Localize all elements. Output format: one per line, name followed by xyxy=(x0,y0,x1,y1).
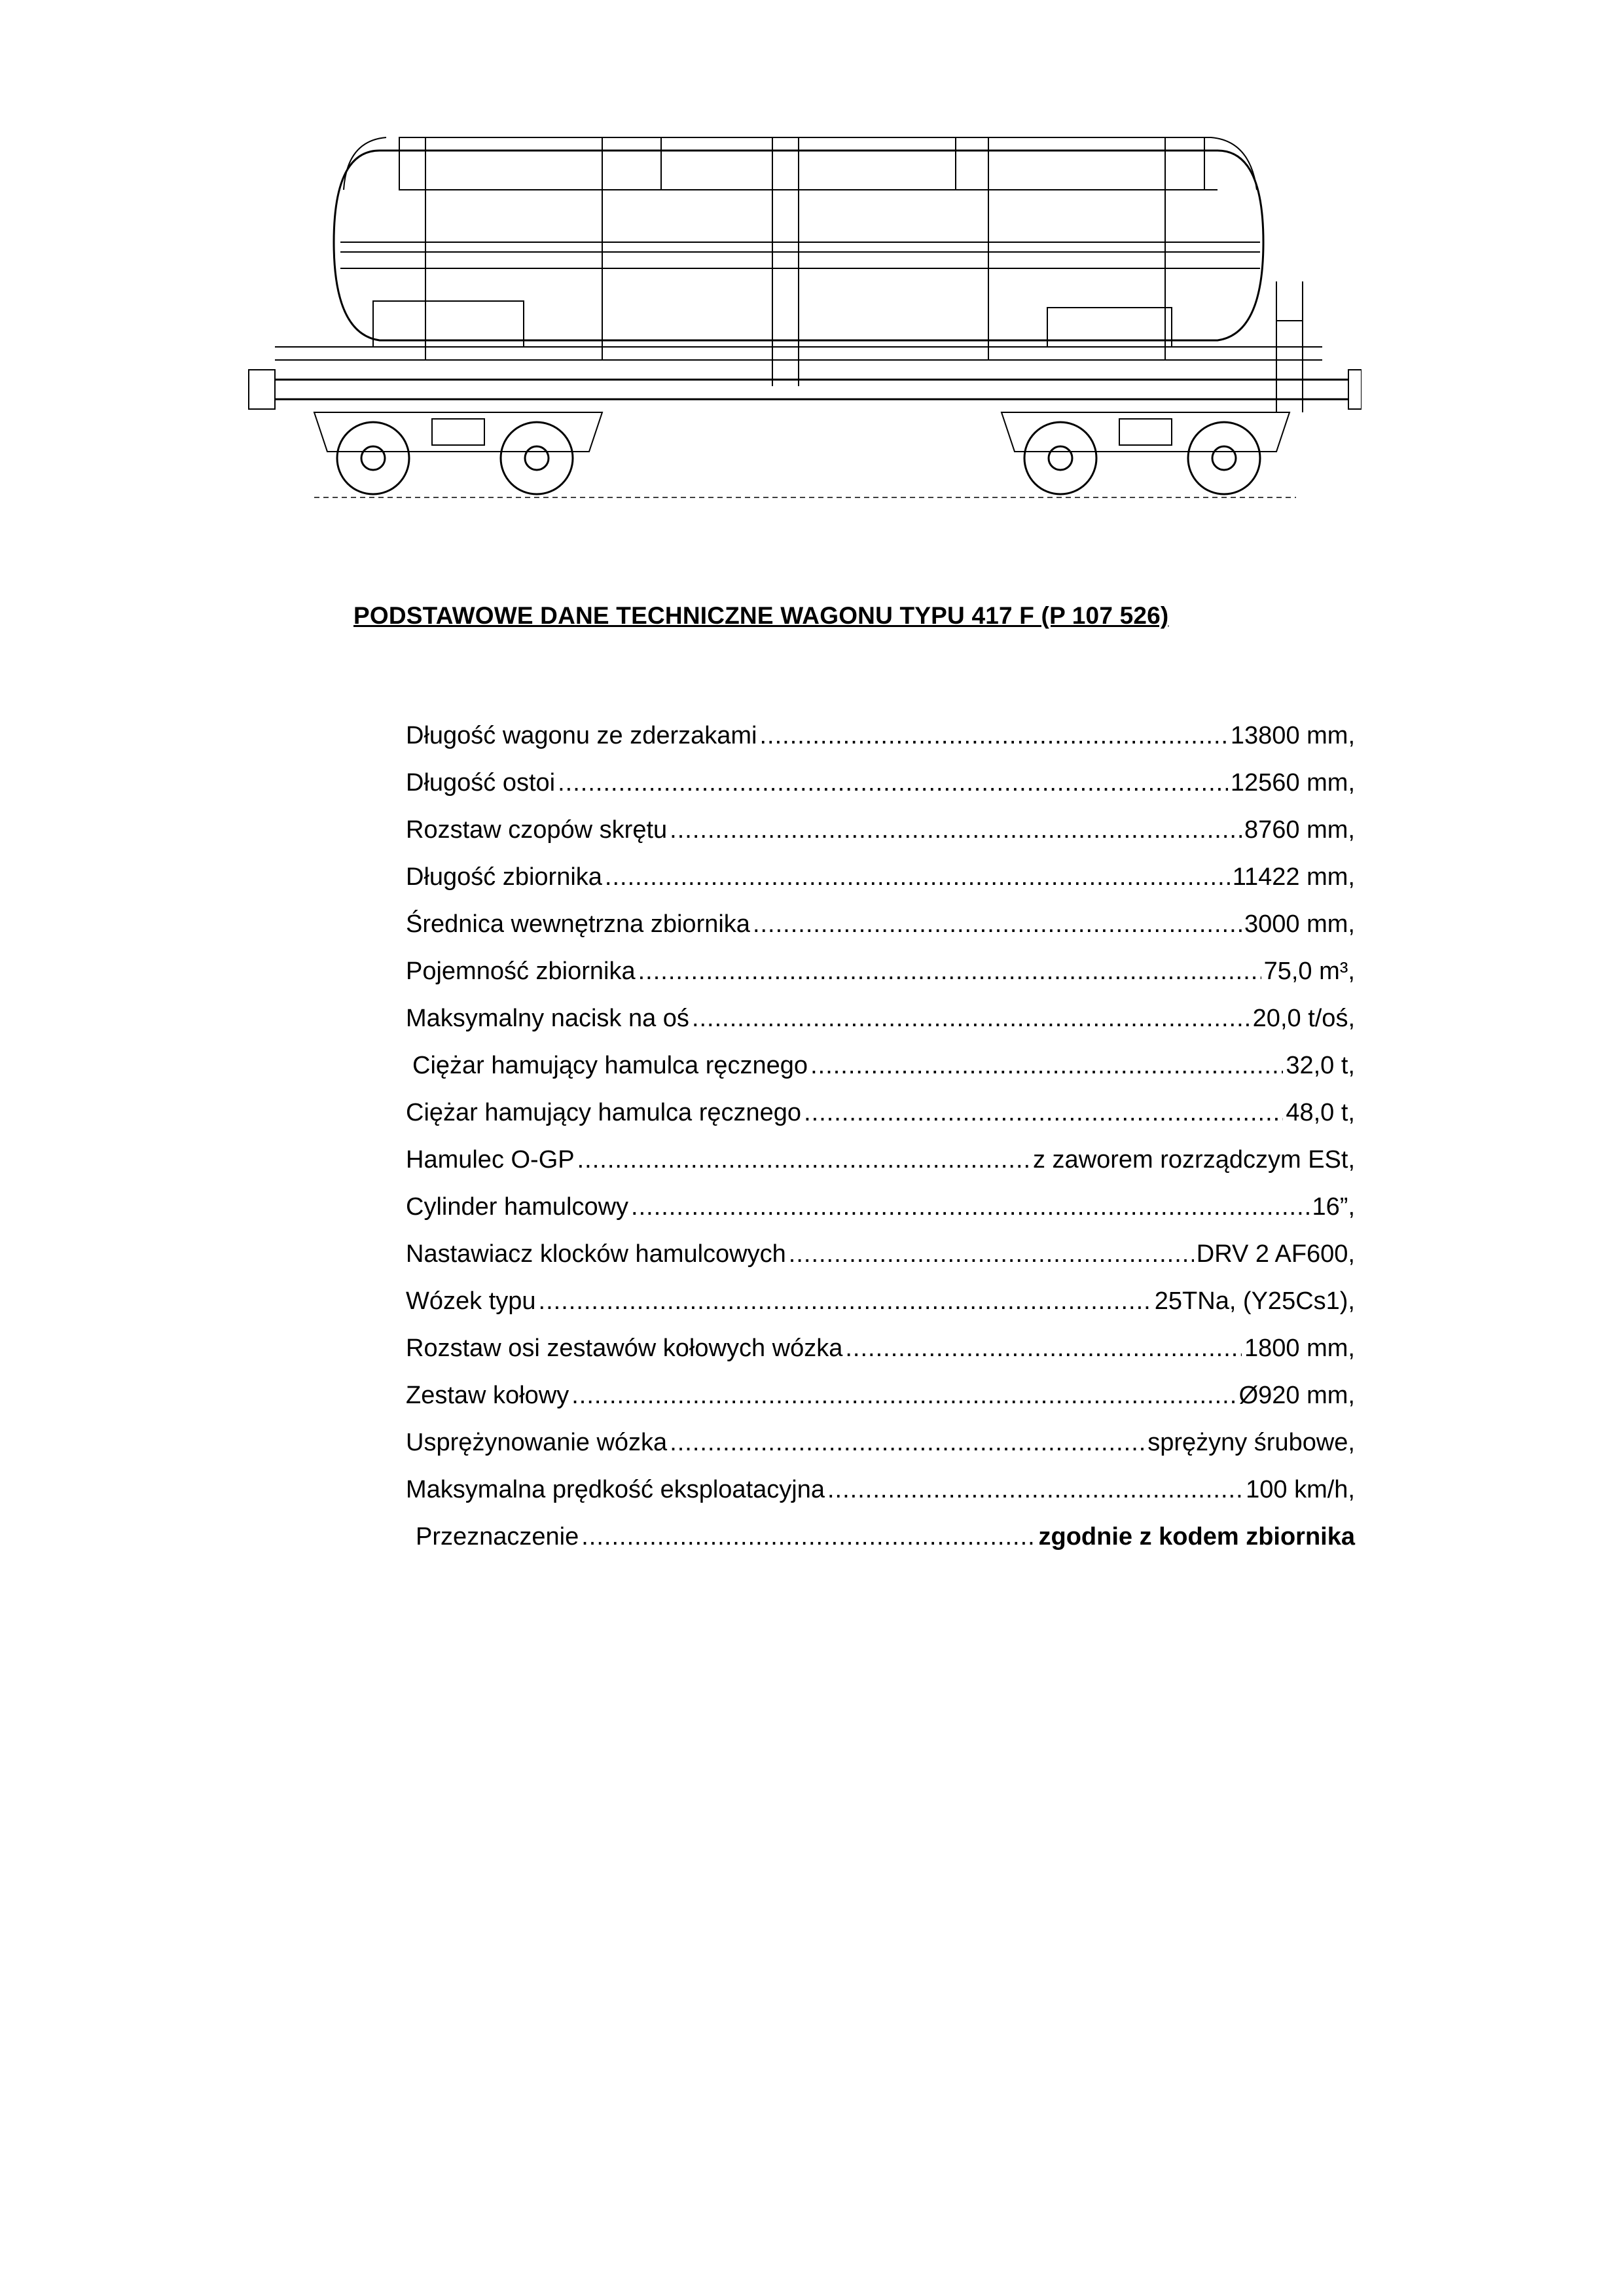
spec-row xyxy=(406,1185,1355,1221)
spec-row xyxy=(406,855,1355,891)
spec-row xyxy=(406,1138,1355,1174)
spec-value: 20,0 t/oś, xyxy=(1252,1005,1355,1032)
spec-row xyxy=(406,1467,1355,1504)
spec-label: Cylinder hamulcowy xyxy=(406,1193,629,1221)
spec-row xyxy=(406,1232,1355,1268)
bogie-right xyxy=(1001,412,1290,494)
spec-row xyxy=(412,1043,1355,1080)
spec-value: z zaworem rozrządczym ESt, xyxy=(1033,1146,1355,1174)
leader-dots xyxy=(810,1052,1283,1080)
spec-value: 11422 mm, xyxy=(1232,863,1355,891)
spec-label: Wózek typu xyxy=(406,1287,536,1315)
spec-value: Ø920 mm, xyxy=(1238,1382,1355,1409)
spec-label: Długość zbiornika xyxy=(406,863,602,891)
leader-dots xyxy=(631,1193,1310,1221)
leader-dots xyxy=(539,1287,1152,1316)
leader-dots xyxy=(827,1476,1243,1504)
spec-value: DRV 2 AF600, xyxy=(1196,1240,1355,1268)
spec-value: 75,0 m³, xyxy=(1263,958,1355,985)
leader-dots xyxy=(845,1335,1242,1363)
leader-dots xyxy=(605,863,1230,891)
spec-row xyxy=(406,996,1355,1033)
leader-dots xyxy=(760,722,1228,750)
spec-value: 16”, xyxy=(1312,1193,1355,1221)
spec-row xyxy=(406,1090,1355,1127)
spec-label: Pojemność zbiornika xyxy=(406,958,636,985)
spec-value: 48,0 t, xyxy=(1286,1099,1355,1126)
spec-label: Maksymalna prędkość eksploatacyjna xyxy=(406,1476,825,1503)
leader-dots xyxy=(577,1146,1030,1174)
wagon-technical-drawing xyxy=(236,111,1362,504)
spec-row xyxy=(406,949,1355,986)
leader-dots xyxy=(581,1523,1036,1551)
spec-label: Usprężynowanie wózka xyxy=(406,1429,668,1456)
spec-row xyxy=(406,1373,1355,1410)
spec-value: 3000 mm, xyxy=(1244,910,1355,938)
spec-value: 100 km/h, xyxy=(1246,1476,1355,1503)
spec-row xyxy=(406,713,1355,750)
spec-label: Ciężar hamujący hamulca ręcznego xyxy=(412,1052,808,1079)
spec-label: Długość wagonu ze zderzakami xyxy=(406,722,757,749)
bogie-left xyxy=(314,412,602,494)
spec-label: Nastawiacz klocków hamulcowych xyxy=(406,1240,786,1268)
leader-dots xyxy=(571,1382,1236,1410)
spec-label: Przeznaczenie xyxy=(416,1523,579,1551)
spec-row xyxy=(406,1279,1355,1316)
leader-dots xyxy=(670,1429,1145,1457)
leader-dots xyxy=(638,958,1261,986)
document-title: PODSTAWOWE DANE TECHNICZNE WAGONU TYPU 417 F (P 107 526) xyxy=(353,602,1169,629)
spec-row xyxy=(406,1326,1355,1363)
spec-value: 13800 mm, xyxy=(1230,722,1355,749)
spec-value: 1800 mm, xyxy=(1244,1335,1355,1362)
tank-top-shell xyxy=(344,137,1257,190)
spec-row xyxy=(406,902,1355,939)
spec-value: 8760 mm, xyxy=(1244,816,1355,844)
spec-row xyxy=(416,1515,1355,1551)
spec-label: Długość ostoi xyxy=(406,769,556,797)
spec-row xyxy=(406,1420,1355,1457)
spec-label: Ciężar hamujący hamulca ręcznego xyxy=(406,1099,802,1126)
spec-label: Hamulec O-GP xyxy=(406,1146,575,1174)
spec-label: Rozstaw czopów skrętu xyxy=(406,816,668,844)
spec-row xyxy=(406,808,1355,844)
leader-dots xyxy=(753,910,1242,939)
spec-label: Maksymalny nacisk na oś xyxy=(406,1005,689,1032)
spec-label: Średnica wewnętrzna zbiornika xyxy=(406,910,750,938)
spec-row xyxy=(406,761,1355,797)
spec-value: 25TNa, (Y25Cs1), xyxy=(1154,1287,1355,1315)
leader-dots xyxy=(692,1005,1250,1033)
leader-dots xyxy=(558,769,1228,797)
leader-dots xyxy=(670,816,1242,844)
spec-label: Rozstaw osi zestawów kołowych wózka xyxy=(406,1335,843,1362)
leader-dots xyxy=(804,1099,1283,1127)
spec-value: 12560 mm, xyxy=(1230,769,1355,797)
leader-dots xyxy=(789,1240,1194,1268)
spec-value: 32,0 t, xyxy=(1286,1052,1355,1079)
spec-value: zgodnie z kodem zbiornika xyxy=(1038,1523,1355,1551)
spec-label: Zestaw kołowy xyxy=(406,1382,569,1409)
spec-value: sprężyny śrubowe, xyxy=(1147,1429,1355,1456)
